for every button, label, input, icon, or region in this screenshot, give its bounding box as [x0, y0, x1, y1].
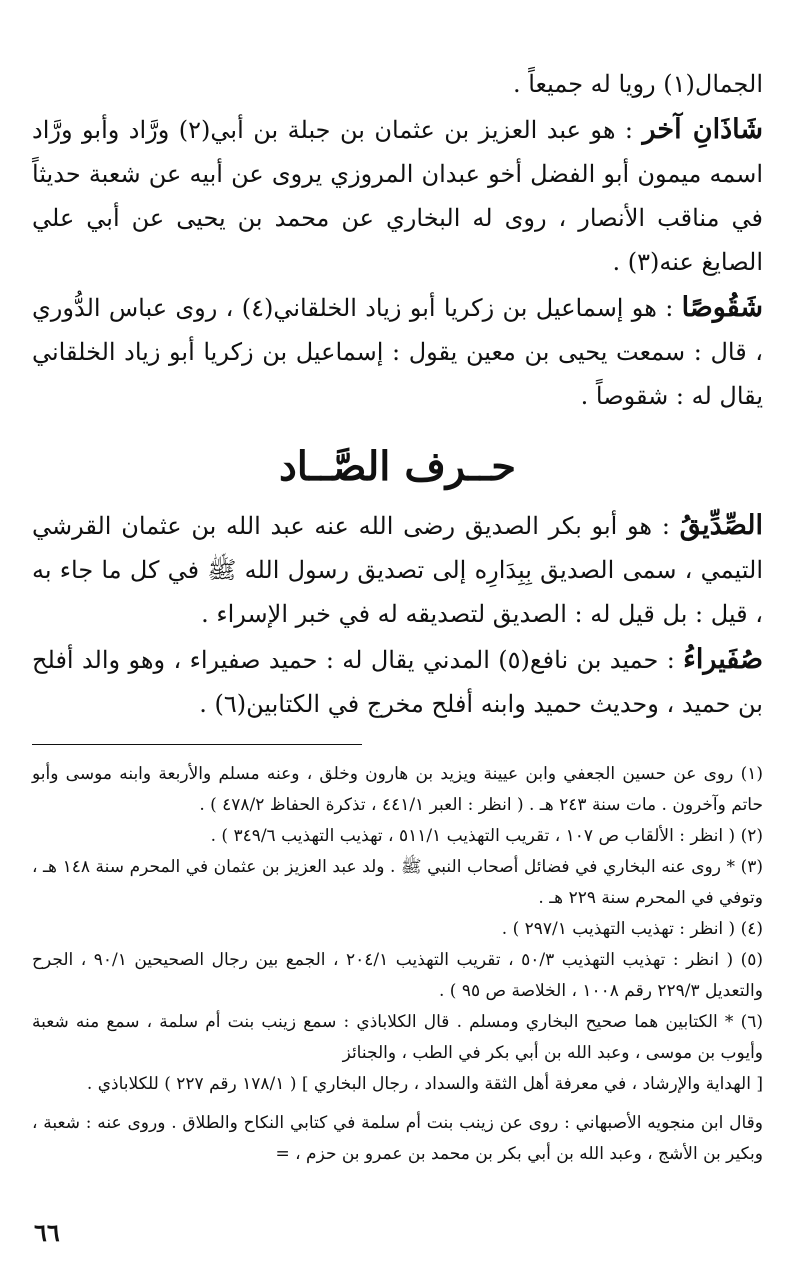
page-body	[32, 62, 763, 1170]
footnote-1: (١) روى عن حسين الجعفي وابن عيينة ويزيد بن هارون وخلق ، وعنه مسلم والأربعة وابنه موسى وأبو حاتم وآخرون . مات سنة ٢٤٣ هـ . ( انظر : العبر ٤٤١/١ ، تذكرة الحفاظ ٤٧٨/٢ ) .	[32, 764, 763, 815]
footnote-2: (٢) ( انظر : الألقاب ص ١٠٧ ، تقريب التهذيب ٥١١/١ ، تهذيب التهذيب ٣٤٩/٦ ) .	[210, 826, 763, 846]
entry-siddiq	[32, 504, 763, 636]
entry-text: : حميد بن نافع(٥) المدني يقال له : حميد صفيراء ، وهو والد أفلح بن حميد ، وحديث حميد وابنه أفلح مخرج في الكتابين(٦) .	[32, 646, 763, 718]
paragraph-continuation: الجمال(١) رويا له جميعاً .	[512, 70, 763, 98]
entry-headword: شَاذَانِ آخر	[642, 114, 764, 145]
entry-sufaira	[32, 638, 763, 726]
footnote-5: (٥) ( انظر : تهذيب التهذيب ٥٠/٣ ، تقريب التهذيب ٢٠٤/١ ، الجمع بين رجال الصحيحين ٩٠/١ ، الجرح والتعديل ٢٢٩/٣ رقم ١٠٠٨ ، الخلاصة ص ٩٥ ) .	[32, 950, 763, 1001]
entry-text: : هو إسماعيل بن زكريا أبو زياد الخلقاني(٤) ، روى عباس الدُّوري ، قال : سمعت يحيى بن معين يقول : إسماعيل بن زكريا أبو زياد الخلقاني يقال له : شقوصاً .	[32, 294, 763, 410]
footnote-6-continuation: وقال ابن منجويه الأصبهاني : روى عن زينب بنت أم سلمة في كتابي النكاح والطلاق . وروى عنه : شعبة ، وبكير بن الأشج ، وعبد الله بن أبي بكر بن محمد بن عمرو بن حزم ، =	[32, 1113, 763, 1164]
entry-text: : هو عبد العزيز بن عثمان بن جبلة بن أبي(٢) ورَّاد وأبو ورَّاد اسمه ميمون أبو الفضل أخو عبدان المروزي يروى عن أبيه عن شعبة حديثاً في مناقب الأنصار ، روى له البخاري عن محمد بن يحيى عن أبي علي الصايغ عنه(٣) .	[32, 116, 763, 276]
footnote-6-source: [ الهداية والإرشاد ، في معرفة أهل الثقة والسداد ، رجال البخاري ] ( ١٧٨/١ رقم ٢٢٧ ) للكلاباذي .	[86, 1074, 763, 1094]
entry-text: : هو أبو بكر الصديق رضى الله عنه عبد الله بن عثمان القرشي التيمي ، سمى الصديق بِبِدَارِه إلى تصديق رسول الله ﷺ في كل ما جاء به ، قيل : بل قيل له : الصديق لتصديقه له في خبر الإسراء .	[32, 512, 763, 628]
footnotes	[32, 759, 763, 1170]
footnote-3: (٣) * روى عنه البخاري في فضائل أصحاب النبي ﷺ . ولد عبد العزيز بن عثمان في المحرم سنة ١٤٨ هـ ، وتوفي في المحرم سنة ٢٢٩ هـ .	[32, 857, 763, 908]
entry-shadhan	[32, 108, 763, 284]
entry-headword: شَقُوصًا	[681, 292, 763, 323]
section-title: حــرف الصَّــاد	[278, 443, 517, 490]
entry-shaqusa	[32, 286, 763, 418]
entry-headword: صُفَيراءُ	[683, 644, 763, 675]
page-number: ٦٦	[34, 1218, 60, 1247]
footnote-6: (٦) * الكتابين هما صحيح البخاري ومسلم . قال الكلاباذي : سمع زينب بنت أم سلمة ، سمع منه شعبة وأيوب بن موسى ، وعبد الله بن أبي بكر في الطب ، والجنائز	[32, 1012, 763, 1063]
footnote-4: (٤) ( انظر : تهذيب التهذيب ٢٩٧/١ ) .	[501, 919, 763, 939]
entry-headword: الصِّدِّيقُ	[679, 510, 763, 541]
footnote-divider	[32, 744, 362, 745]
